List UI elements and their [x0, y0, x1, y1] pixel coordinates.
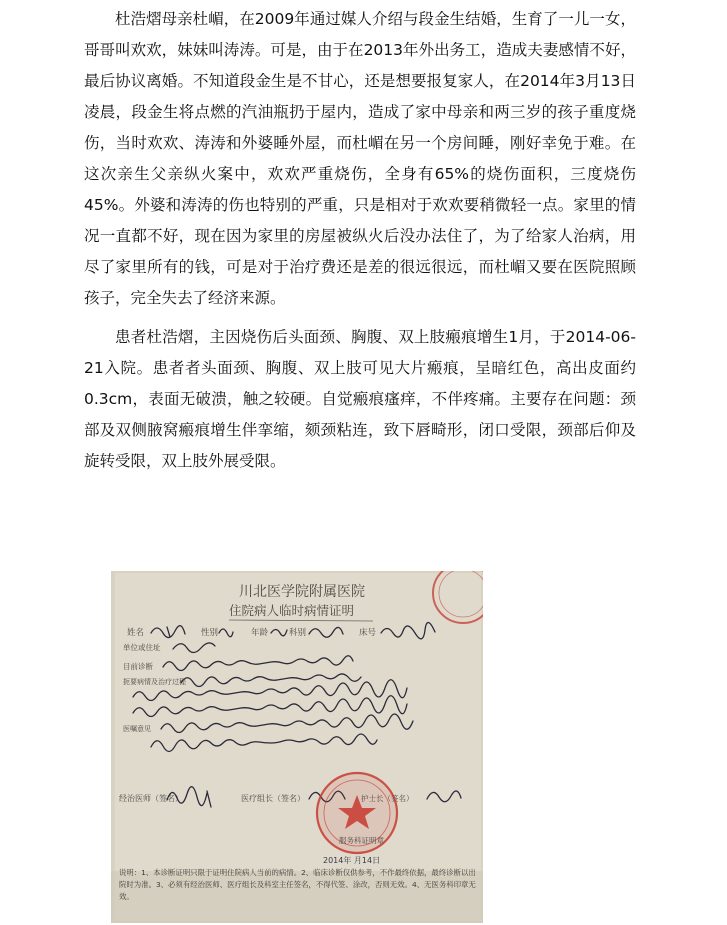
label-unit: 单位或住址	[123, 643, 161, 652]
certificate-title: 住院病人临时病情证明	[229, 603, 355, 618]
label-age: 年龄	[251, 628, 269, 638]
certificate-note: 说明：1、本诊断证明只限于证明住院病人当前的病情。2、临床诊断仅供参考，不作最终依据，最终诊断以出院时为准。3、必须有经治医师、医疗组长及科室主任签名，不得代签、涂改，否则无效。4、无医务科印章无效。	[119, 868, 476, 901]
article-text	[84, 4, 636, 485]
label-sex: 性别	[201, 628, 219, 638]
label-advice: 医嘱意见	[123, 725, 151, 733]
label-dept: 科别	[289, 628, 307, 638]
label-process: 扼要病情及治疗过程	[123, 678, 186, 686]
paragraph-patient-condition: 患者杜浩熠，主因烧伤后头面颈、胸腹、双上肢瘢痕增生1月，于2014-06-21入院。患者者头面颈、胸腹、双上肢可见大片瘢痕，呈暗红色，高出皮面约0.3cm，表面无破溃，触之较硬。自觉瘢痕瘙痒，不伴疼痛。主要存在问题：颈部及双侧腋窝瘢痕增生伴挛缩，颏颈粘连，致下唇畸形，闭口受限，颈部后仰及旋转受限，双上肢外展受限。	[84, 328, 636, 470]
medical-certificate-photo	[111, 571, 483, 923]
label-nurse: 护士长（签名）	[361, 794, 414, 803]
label-bed: 床号	[359, 628, 377, 638]
label-diagnosis: 目前诊断	[123, 662, 153, 671]
label-name: 姓名	[127, 628, 145, 638]
seal-caption: 服务科证明章	[339, 836, 384, 845]
label-head: 医疗组长（签名）	[241, 794, 305, 803]
paragraph-family-story: 杜浩熠母亲杜嵋，在2009年通过媒人介绍与段金生结婚，生育了一儿一女，哥哥叫欢欢，妹妹叫涛涛。可是，由于在2013年外出务工，造成夫妻感情不好，最后协议离婚。不知道段金生是不甘心，还是想要报复家人，在2014年3月13日凌晨，段金生将点燃的汽油瓶扔于屋内，造成了家中母亲和两三岁的孩子重度烧伤，当时欢欢、涛涛和外婆睡外屋，而杜嵋在另一个房间睡，刚好幸免于难。在这次亲生父亲纵火案中，欢欢严重烧伤，全身有65%的烧伤面积，三度烧伤45%。外婆和涛涛的伤也特别的严重，只是相对于欢欢要稍微轻一点。家里的情况一直都不好，现在因为家里的房屋被纵火后没办法住了，为了给家人治病，用尽了家里所有的钱，可是对于治疗费还是差的很远很远，而杜嵋又要在医院照顾孩子，完全失去了经济来源。	[84, 10, 636, 307]
hospital-name: 川北医学院附属医院	[239, 584, 365, 600]
certificate-note-wrap	[119, 867, 477, 923]
label-doctor: 经治医师（签名）	[119, 794, 183, 803]
certificate-date: 2014年 月14日	[323, 856, 381, 865]
certificate-svg	[111, 571, 483, 923]
